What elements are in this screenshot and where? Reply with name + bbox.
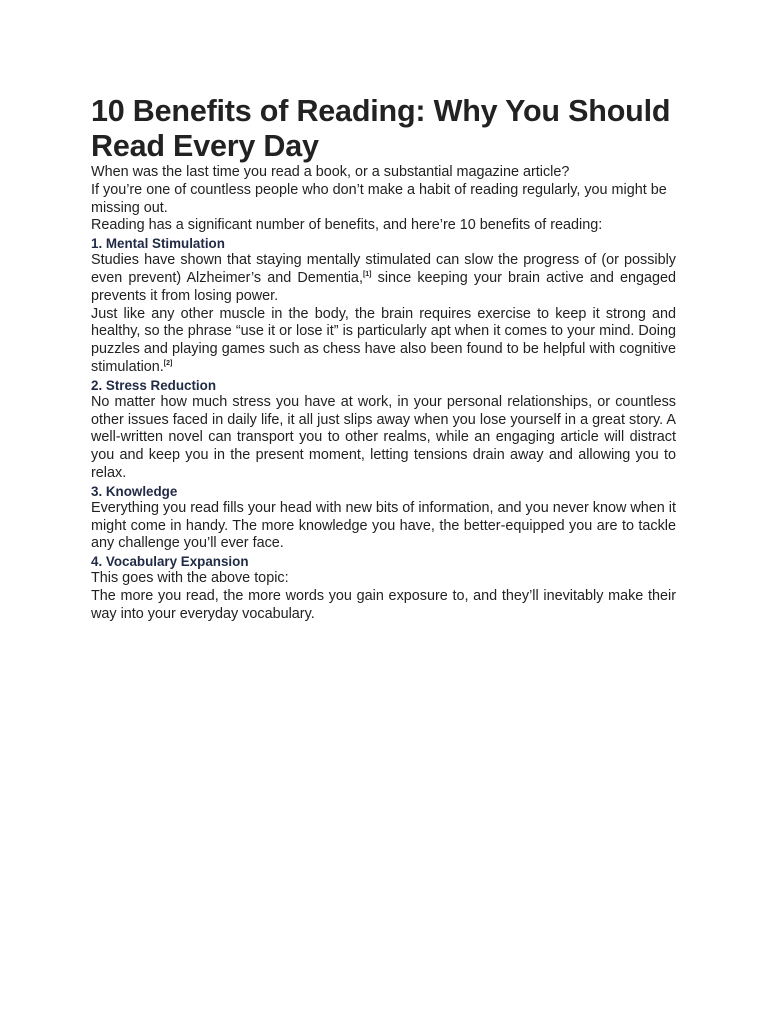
section-1-paragraph-2 [91,306,676,377]
section-4-paragraph-2: The more you read, the more words you gain exposure to, and they’ll inevitably make their way into your everyday vocabulary. [91,587,676,622]
intro-paragraph-3: Reading has a significant number of benefits, and here’re 10 benefits of reading: [91,217,603,234]
section-1-paragraph-1-text: Studies have shown that staying mentally stimulated can slow the progress of (or possibly even prevent) Alzheimer’s and Dementia, [91,252,676,286]
section-1-paragraph-2-text: Just like any other muscle in the body, the brain requires exercise to keep it strong and healthy, so the phrase “use it or lose it” is particularly apt when it comes to your mind. Doing puzzles and playing games such as chess have also been found to be helpful with cognitive stimulation. [91,305,676,375]
article [91,94,676,624]
citation-2-link[interactable]: [2] [163,360,173,368]
section-1-paragraph-1 [91,252,676,305]
section-heading-stress-reduction: 2. Stress Reduction [91,377,217,393]
section-1-paragraph-1-tail: since keeping your brain active and engaged prevents it from losing power. [91,269,676,304]
section-heading-vocabulary-expansion: 4. Vocabulary Expansion [91,554,249,570]
citation-1-link[interactable]: [1] [362,271,372,279]
section-2-paragraph-1: No matter how much stress you have at work, in your personal relationships, or countless other issues faced in daily life, it all just slips away when you lose yourself in a great story. A well-written novel can transport you to other realms, while an engaging article will distract you and keep you in the present moment, letting tensions drain away and allowing you to relax. [91,393,676,481]
article-title: 10 Benefits of Reading: Why You Should Read Every Day [91,94,671,163]
section-4-paragraph-1: This goes with the above topic: [91,570,289,587]
section-3-paragraph-1: Everything you read fills your head with new bits of information, and you never know when it might come in handy. The more knowledge you have, the better-equipped you are to tackle any challenge you’ll ever face. [91,499,676,552]
section-heading-mental-stimulation: 1. Mental Stimulation [91,236,225,252]
intro-paragraph-2: If you’re one of countless people who don’t make a habit of reading regularly, you might be missing out. [91,181,667,216]
intro-paragraph-1: When was the last time you read a book, or a substantial magazine article? [91,164,570,180]
section-heading-knowledge: 3. Knowledge [91,483,178,499]
